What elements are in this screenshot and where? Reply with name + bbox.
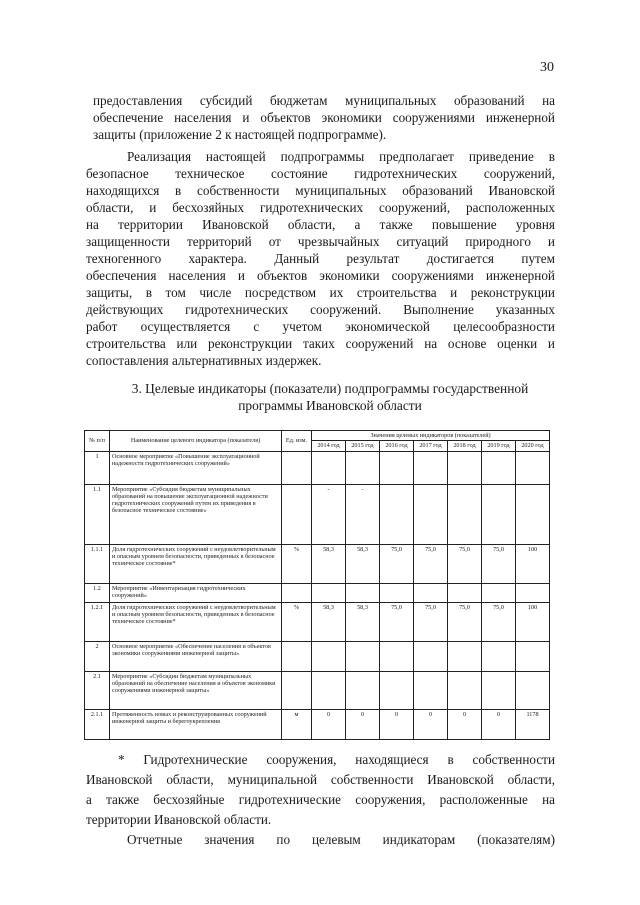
row-value (448, 641, 482, 671)
row-value (380, 641, 414, 671)
row-value (346, 641, 380, 671)
row-value (448, 484, 482, 544)
row-value: 75,0 (380, 602, 414, 641)
header-year: 2018 год (448, 441, 482, 451)
table-row (85, 709, 550, 739)
row-value: 58,3 (312, 602, 346, 641)
table-row (85, 583, 550, 602)
row-value (312, 671, 346, 709)
row-value (516, 484, 550, 544)
row-value (380, 583, 414, 602)
row-value: - (312, 484, 346, 544)
row-num: 1.2.1 (85, 602, 110, 641)
row-value: 75,0 (482, 544, 516, 583)
row-num: 1 (85, 451, 110, 484)
row-value (482, 583, 516, 602)
row-value: 1178 (516, 709, 550, 739)
row-value (380, 451, 414, 484)
row-unit: % (282, 544, 312, 583)
footnote-line: * Гидротехнические сооружения, находящиеся в собственности (118, 752, 555, 767)
header-num: № п/п (85, 431, 110, 452)
table-row (85, 451, 550, 484)
header-indicator-name: Наименование целевого индикатора (показателя) (110, 431, 282, 452)
row-value (448, 583, 482, 602)
paragraph-line: на территории Ивановской области, а также повышение уровня (86, 217, 555, 232)
row-indicator-name: Основное мероприятие «Обеспечение населения и объектов экономики сооружениями инженерной защиты» (110, 641, 282, 671)
row-value (482, 451, 516, 484)
row-value (414, 484, 448, 544)
row-value: 58,3 (346, 602, 380, 641)
intro-line: защиты (приложение 2 к настоящей подпрограмме). (93, 127, 387, 142)
row-value: 58,3 (346, 544, 380, 583)
paragraph-line: действующих гидротехнических сооружений. Выполнение указанных (86, 302, 555, 317)
row-num: 2 (85, 641, 110, 671)
header-year: 2014 год (312, 441, 346, 451)
paragraph-line: работ осуществляется с учетом экономической целесообразности (86, 319, 555, 334)
row-indicator-name: Мероприятие «Инвентаризация гидротехнических сооружений» (110, 583, 282, 602)
row-value: 0 (346, 709, 380, 739)
row-value (516, 671, 550, 709)
row-value: 0 (312, 709, 346, 739)
paragraph-line: Реализация настоящей подпрограммы предполагает приведение в (127, 149, 555, 164)
row-value: 0 (414, 709, 448, 739)
header-year: 2016 год (380, 441, 414, 451)
header-year: 2019 год (482, 441, 516, 451)
header-year: 2017 год (414, 441, 448, 451)
paragraph-line: защиты, в том числе посредством их строительства и реконструкции (86, 285, 555, 300)
row-value: 75,0 (482, 602, 516, 641)
intro-line: предоставления субсидий бюджетам муниципальных образований на (93, 93, 555, 108)
row-value (312, 451, 346, 484)
row-value (414, 671, 448, 709)
paragraph-line: безопасное техническое состояние гидротехнических сооружений, (86, 166, 555, 181)
table-row (85, 671, 550, 709)
section-heading-line-1: 3. Целевые индикаторы (показатели) подпрограммы государственной (131, 381, 529, 396)
row-unit (282, 484, 312, 544)
header-year: 2020 год (516, 441, 550, 451)
row-value (312, 641, 346, 671)
row-num: 2.1 (85, 671, 110, 709)
row-num: 1.1 (85, 484, 110, 544)
row-value: 58,3 (312, 544, 346, 583)
table-row (85, 641, 550, 671)
row-value (346, 671, 380, 709)
row-value (516, 451, 550, 484)
row-indicator-name: Протяженность новых и реконструированных сооружений инженерной защиты и берегоукрепления (110, 709, 282, 739)
row-value: - (346, 484, 380, 544)
intro-line: обеспечение населения и объектов экономики сооружениями инженерной (93, 110, 555, 125)
row-unit (282, 671, 312, 709)
row-value: 0 (482, 709, 516, 739)
paragraph-line: Отчетные значения по целевым индикаторам (показателям) (127, 832, 555, 847)
row-value (380, 671, 414, 709)
paragraph-line: защищенности территорий от чрезвычайных ситуаций природного и (86, 234, 555, 249)
paragraph-line: строительства или реконструкции таких сооружений на основе оценки и (86, 336, 555, 351)
table-row (85, 544, 550, 583)
row-indicator-name: Мероприятие «Субсидия бюджетам муниципальных образований на повышение эксплуатационной надежности гидротехнических сооружений путем их приведения в безопасное техническое состояние» (110, 484, 282, 544)
paragraph-line: обеспечения населения и объектов экономики сооружениями инженерной (86, 268, 555, 283)
indicators-table (84, 430, 550, 740)
row-indicator-name: Доля гидротехнических сооружений с неудовлетворительным и опасным уровнем безопасности, приведенных в безопасное техническое состояние* (110, 544, 282, 583)
row-value (414, 451, 448, 484)
section-heading-line-2: программы Ивановской области (238, 397, 422, 413)
row-value: 75,0 (448, 544, 482, 583)
row-indicator-name: Доля гидротехнических сооружений с неудовлетворительным и опасным уровнем безопасности, приведенных в безопасное техническое состояние* (110, 602, 282, 641)
header-unit: Ед. изм. (282, 431, 312, 452)
row-value (312, 583, 346, 602)
paragraph-line: находящихся в собственности муниципальных образований Ивановской (86, 183, 555, 198)
row-unit: м (282, 709, 312, 739)
row-unit (282, 583, 312, 602)
row-value: 100 (516, 544, 550, 583)
footnote-line: а также бесхозяйные гидротехнические сооружения, расположенные на (86, 792, 555, 807)
footnote-line: территории Ивановской области. (86, 812, 272, 827)
row-value: 75,0 (448, 602, 482, 641)
row-value (482, 671, 516, 709)
row-value (346, 583, 380, 602)
footnote-line: Ивановской области, муниципальной собственности Ивановской области, (86, 772, 555, 787)
row-value: 75,0 (414, 544, 448, 583)
row-value: 75,0 (414, 602, 448, 641)
row-value (380, 484, 414, 544)
row-value: 0 (380, 709, 414, 739)
row-indicator-name: Основное мероприятие «Повышение эксплуатационной надежности гидротехнических сооружений» (110, 451, 282, 484)
row-value (448, 451, 482, 484)
row-num: 1.1.1 (85, 544, 110, 583)
row-num: 2.1.1 (85, 709, 110, 739)
row-value (414, 583, 448, 602)
row-unit (282, 641, 312, 671)
row-value (346, 451, 380, 484)
row-value: 100 (516, 602, 550, 641)
row-value (482, 484, 516, 544)
header-values: Значения целевых индикаторов (показателей) (312, 431, 550, 441)
paragraph-line: области, и бесхозяйных гидротехнических сооружений, расположенных (86, 200, 555, 215)
row-value: 0 (448, 709, 482, 739)
page-number: 30 (540, 60, 554, 75)
row-value (516, 641, 550, 671)
table-row (85, 484, 550, 544)
paragraph-line: техногенного характера. Данный результат достигается путем (86, 251, 555, 266)
row-unit (282, 451, 312, 484)
table-row (85, 602, 550, 641)
row-indicator-name: Мероприятие «Субсидии бюджетам муниципальных образований на обеспечение населения и объектов экономики сооружениями инженерной защиты» (110, 671, 282, 709)
row-unit: % (282, 602, 312, 641)
row-value (448, 671, 482, 709)
row-num: 1.2 (85, 583, 110, 602)
row-value (414, 641, 448, 671)
header-year: 2015 год (346, 441, 380, 451)
paragraph-line: сопоставления альтернативных издержек. (86, 353, 322, 368)
section-heading (100, 381, 560, 414)
row-value (482, 641, 516, 671)
row-value: 75,0 (380, 544, 414, 583)
row-value (516, 583, 550, 602)
